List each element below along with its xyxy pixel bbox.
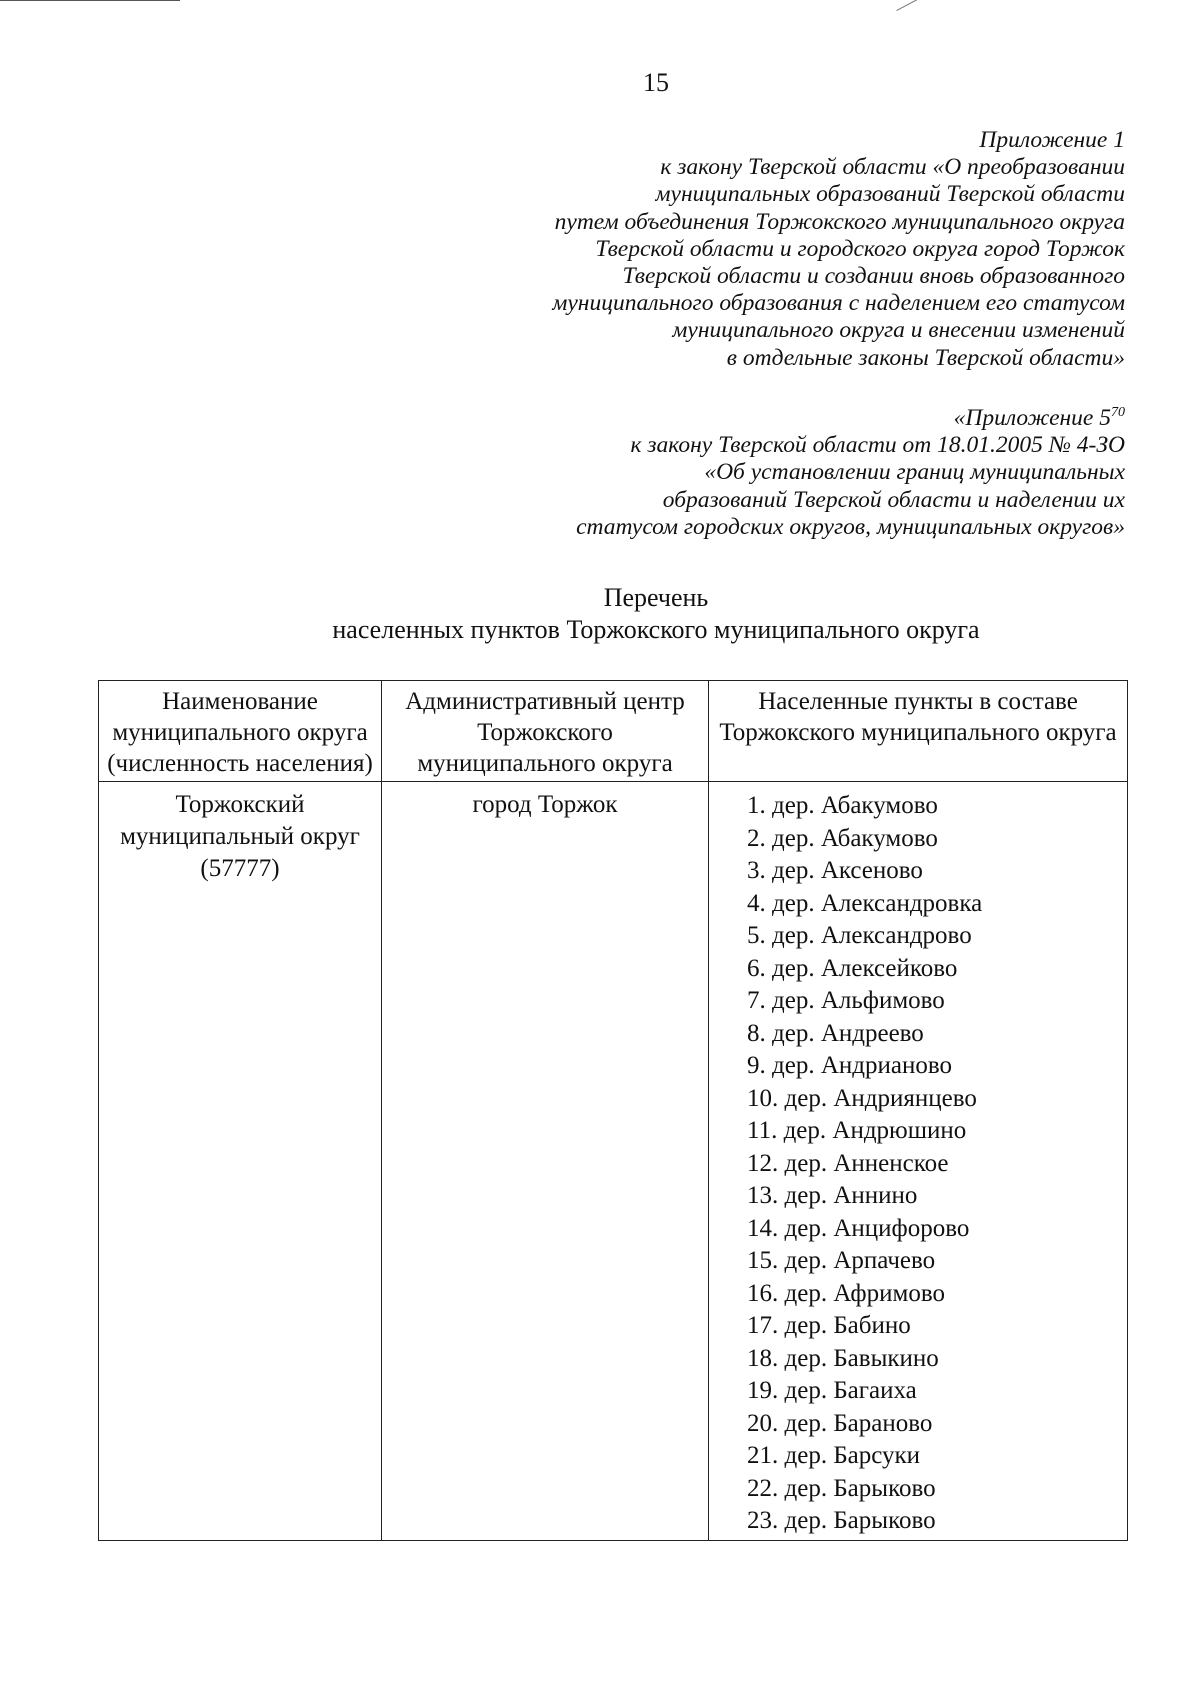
settlement-item: 19. дер. Багаиха (747, 1377, 917, 1404)
appendix-2-title (576, 405, 1125, 432)
settlement-item: 6. дер. Алексейково (747, 954, 958, 982)
header-district-name: Наименование муниципального округа (численность населения) (99, 681, 382, 782)
settlement-item: 3. дер. Аксеново (747, 857, 923, 884)
settlement-item: 7. дер. Альфимово (747, 987, 945, 1014)
settlement-item: 17. дер. Бабино (747, 1312, 911, 1339)
page-number: 15 (643, 68, 669, 97)
appendix-2-caption (576, 405, 1125, 541)
district-name-cell: Торжокский муниципальный округ (57777) (99, 782, 382, 1541)
settlement-item: 20. дер. Бараново (747, 1409, 933, 1437)
settlement-item: 21. дер. Барсуки (747, 1442, 921, 1469)
appendix-2-line: статусом городских округов, муниципальных округов» (576, 513, 1125, 540)
appendix-2-line: «Об установлении границ муниципальных (704, 459, 1125, 486)
settlement-item: 4. дер. Александровка (747, 889, 983, 917)
scan-edge-line (0, 0, 180, 1)
settlement-item: 13. дер. Аннино (747, 1182, 918, 1209)
appendix-2-superscript: 70 (1111, 405, 1125, 421)
settlement-item: 23. дер. Барыково (747, 1507, 936, 1534)
settlement-item: 18. дер. Бавыкино (747, 1344, 939, 1372)
settlement-item: 5. дер. Александрово (747, 922, 972, 949)
settlement-item: 15. дер. Арпачево (747, 1247, 936, 1274)
appendix-1-caption (552, 127, 1125, 372)
settlement-item: 8. дер. Андреево (747, 1019, 924, 1047)
appendix-1-line: к закону Тверской области «О преобразовании (660, 154, 1125, 181)
settlements-table (98, 680, 1128, 1541)
settlement-item: 10. дер. Андриянцево (747, 1084, 977, 1112)
table-header-row (99, 681, 1128, 782)
settlement-item: 16. дер. Афримово (747, 1279, 945, 1307)
appendix-2-line: образований Тверской области и наделении их (662, 486, 1125, 513)
list-title (0, 582, 1200, 646)
header-settlements: Населенные пункты в составе Торжокского муниципального округа (709, 681, 1128, 782)
settlement-item: 11. дер. Андрюшино (747, 1117, 967, 1144)
settlement-list (747, 790, 1121, 1538)
list-title-line-1: Перечень (603, 583, 709, 612)
list-title-line-2: населенных пунктов Торжокского муниципального округа (332, 615, 980, 644)
appendix-1-line: Тверской области и городского округа город Торжок (595, 235, 1125, 262)
settlement-item: 22. дер. Барыково (747, 1474, 936, 1502)
admin-center-cell: город Торжок (382, 782, 709, 1541)
settlement-item: 1. дер. Абакумово (747, 792, 938, 819)
appendix-1-line: муниципального округа и внесении изменений (672, 317, 1125, 344)
appendix-1-line: Приложение 1 (979, 127, 1125, 153)
appendix-1-line: путем объединения Торжокского муниципального округа (554, 208, 1125, 235)
settlement-item: 12. дер. Анненское (747, 1149, 949, 1177)
header-admin-center: Административный центр Торжокского муниципального округа (382, 681, 709, 782)
scan-mark (896, 0, 919, 11)
settlement-item: 14. дер. Анцифорово (747, 1214, 970, 1242)
settlements-cell (709, 782, 1128, 1541)
settlement-item: 9. дер. Андрианово (747, 1052, 952, 1079)
table-row (99, 782, 1128, 1541)
appendix-1-line: Тверской области и создании вновь образованного (622, 263, 1125, 290)
appendix-1-line: муниципальных образований Тверской области (655, 181, 1125, 208)
appendix-1-line: муниципального образования с наделением его статусом (552, 290, 1125, 317)
appendix-2-line: к закону Тверской области от 18.01.2005 № 4-ЗО (630, 432, 1125, 459)
settlement-item: 2. дер. Абакумово (747, 824, 938, 852)
appendix-2-title-text: «Приложение 5 (953, 405, 1111, 431)
appendix-1-line: в отдельные законы Тверской области» (726, 344, 1125, 371)
